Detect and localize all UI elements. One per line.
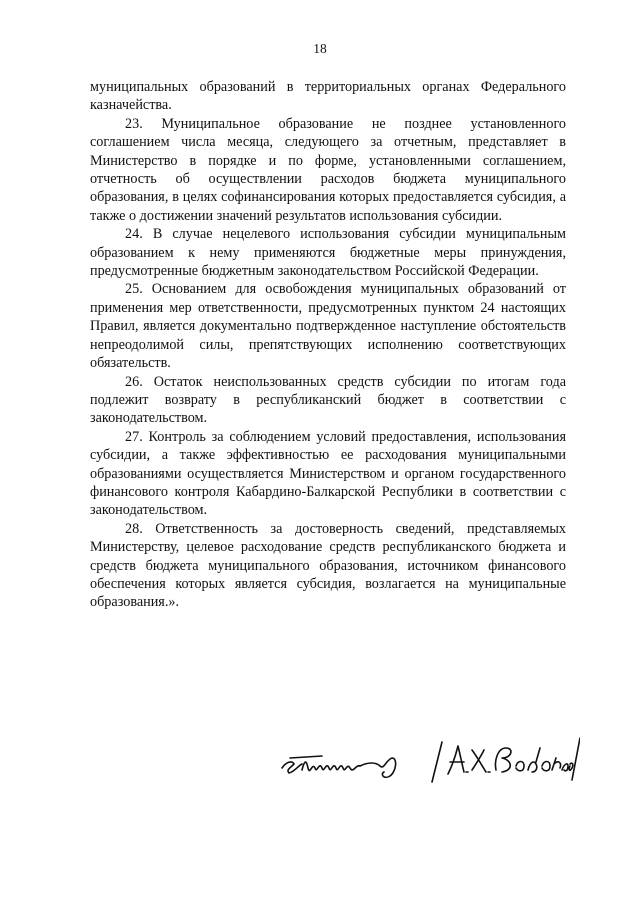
signature-block bbox=[280, 728, 580, 798]
paragraph-25: 25. Основанием для освобождения муниципальных образований от применения мер ответственности, предусмотренных пунктом 24 настоящих Правил, является документально подтвержденное наступление обстоятельств непреодолимой силы, препятствующих исполнению соответствующих обязательств. bbox=[90, 281, 566, 372]
paragraph-24: 24. В случае нецелевого использования субсидии муниципальным образованием к нему применяются бюджетные меры принуждения, предусмотренные бюджетным законодательством Российской Федерации. bbox=[90, 226, 566, 280]
paragraph-23: 23. Муниципальное образование не позднее установленного соглашением числа месяца, следующего за отчетным, представляет в Министерство в порядке и по форме, установленными соглашением, отчетность об осуществлении расходов бюджета муниципального образования, в целях софинансирования которых предоставляется субсидия, а также о достижении значений результатов использования субсидии. bbox=[90, 115, 566, 224]
page-number: 18 bbox=[313, 41, 327, 56]
paragraph-continuation: муниципальных образований в территориальных органах Федерального казначейства. bbox=[90, 79, 566, 114]
document-body bbox=[90, 78, 566, 612]
handwritten-signature bbox=[280, 728, 580, 798]
paragraph-27: 27. Контроль за соблюдением условий предоставления, использования субсидии, а также эффективностью ее расходования муниципальными образованиями осуществляется Министерством и органом государственного финансового контроля Кабардино-Балкарской Республики в соответствии с законодательством. bbox=[90, 428, 566, 519]
paragraph-28: 28. Ответственность за достоверность сведений, представляемых Министерству, целевое расходование средств республиканского бюджета и средств бюджета муниципального образования, источником финансового обеспечения которых является субсидия, возлагается на муниципальные образования.». bbox=[90, 520, 566, 611]
paragraph-26: 26. Остаток неиспользованных средств субсидии по итогам года подлежит возврату в республиканский бюджет в соответствии с законодательством. bbox=[90, 373, 566, 427]
